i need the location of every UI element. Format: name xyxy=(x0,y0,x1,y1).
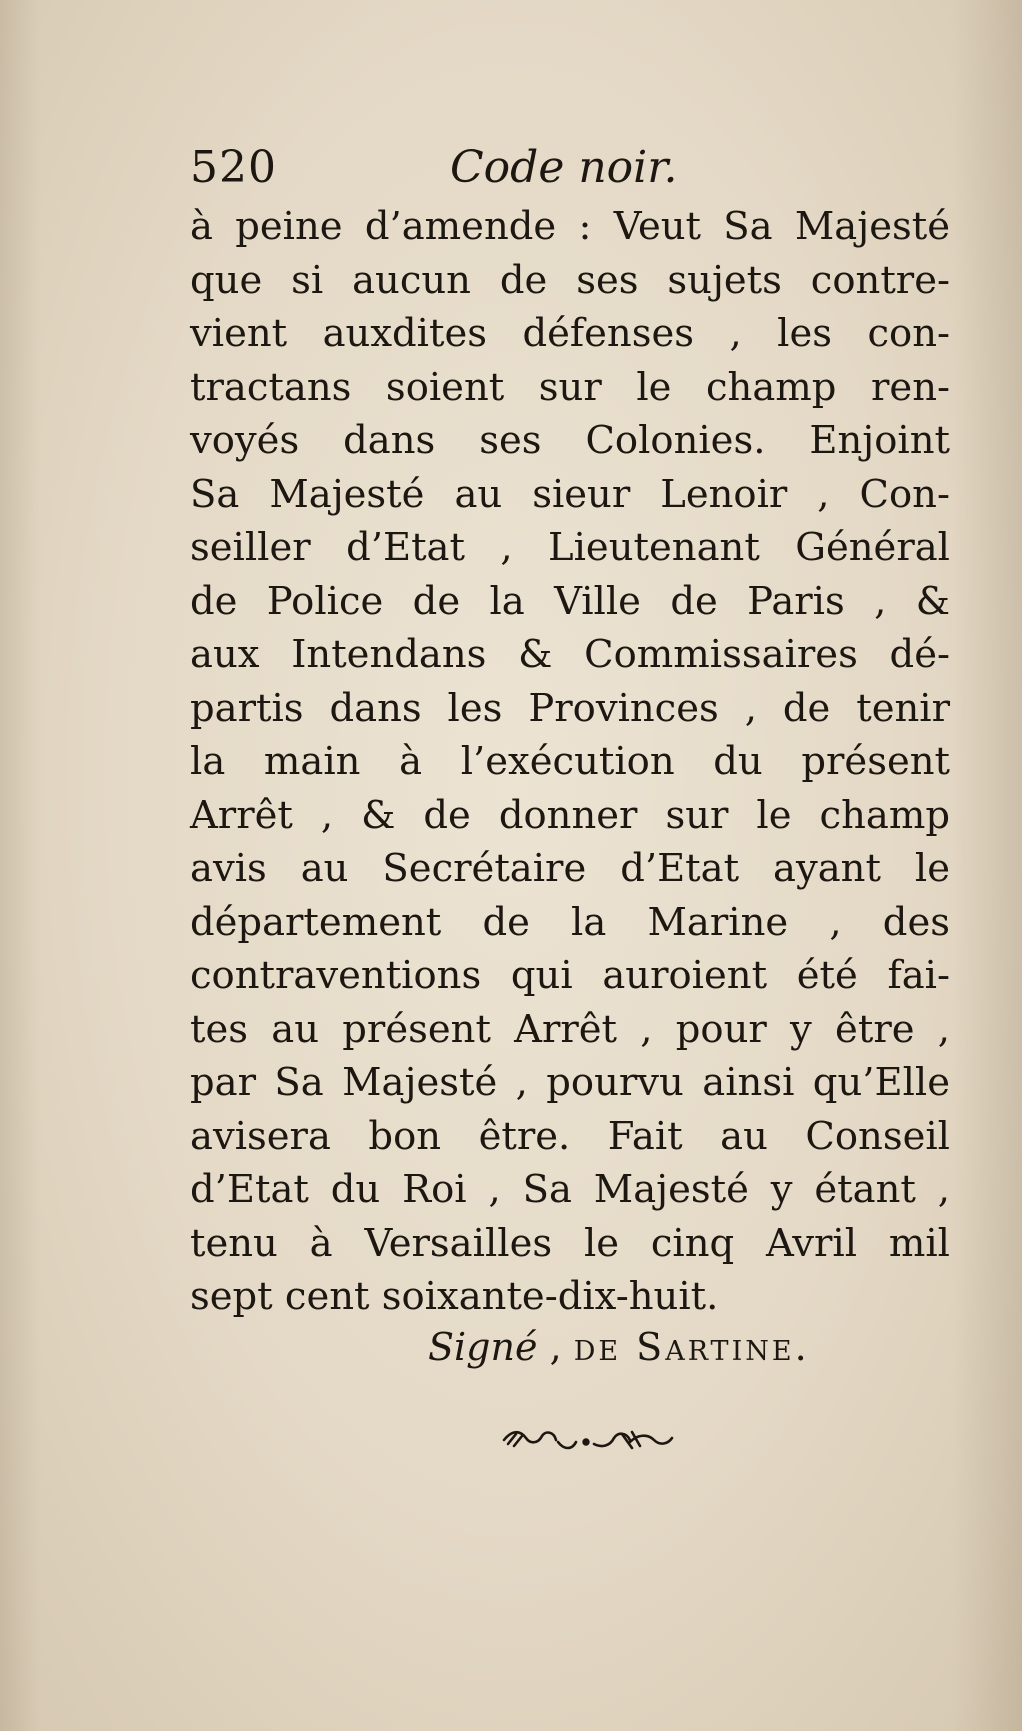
signature xyxy=(428,1320,810,1374)
text-line: tes au présent Arrêt , pour y être , xyxy=(190,1006,950,1052)
text-line: d’Etat du Roi , Sa Majesté y étant , xyxy=(190,1167,950,1212)
text-line: voyés dans ses Colonies. Enjoint xyxy=(190,418,950,463)
text-line: de Police de la Ville de Paris , & xyxy=(190,578,950,624)
text-line: département de la Marine , des xyxy=(190,899,950,945)
text-line: seiller d’Etat , Lieutenant Général xyxy=(190,525,950,570)
signature-name: de Sartine. xyxy=(573,1325,810,1369)
text-line: avis au Secrétaire d’Etat ayant le xyxy=(190,846,950,891)
text-line: aux Intendans & Commissaires dé- xyxy=(190,632,950,677)
text-line: vient auxdites défenses , les con- xyxy=(190,311,950,356)
text-line: avisera bon être. Fait au Conseil xyxy=(190,1113,950,1159)
signature-signed-word: Signé xyxy=(428,1325,538,1369)
end-ornament-icon xyxy=(498,1420,678,1460)
signature-separator: , xyxy=(537,1325,574,1369)
text-line-last: sept cent soixante-dix-huit. xyxy=(190,1274,719,1319)
text-line: partis dans les Provinces , de tenir xyxy=(190,685,950,731)
text-line: par Sa Majesté , pourvu ainsi qu’Elle xyxy=(190,1060,950,1105)
text-line: que si aucun de ses sujets contre- xyxy=(190,257,950,303)
running-title: Code noir. xyxy=(450,142,678,193)
page-header xyxy=(190,138,950,198)
text-line: contraventions qui auroient été fai- xyxy=(190,953,950,998)
page-number: 520 xyxy=(190,142,277,193)
body-text xyxy=(190,200,950,1324)
text-line: tractans soient sur le champ ren- xyxy=(190,364,950,410)
text-line: la main à l’exécution du présent xyxy=(190,739,950,784)
text-line: Sa Majesté au sieur Lenoir , Con- xyxy=(190,471,950,517)
text-line: à peine d’amende : Veut Sa Majesté xyxy=(190,204,950,249)
text-line: Arrêt , & de donner sur le champ xyxy=(190,792,950,838)
text-line: tenu à Versailles le cinq Avril mil xyxy=(190,1220,950,1266)
